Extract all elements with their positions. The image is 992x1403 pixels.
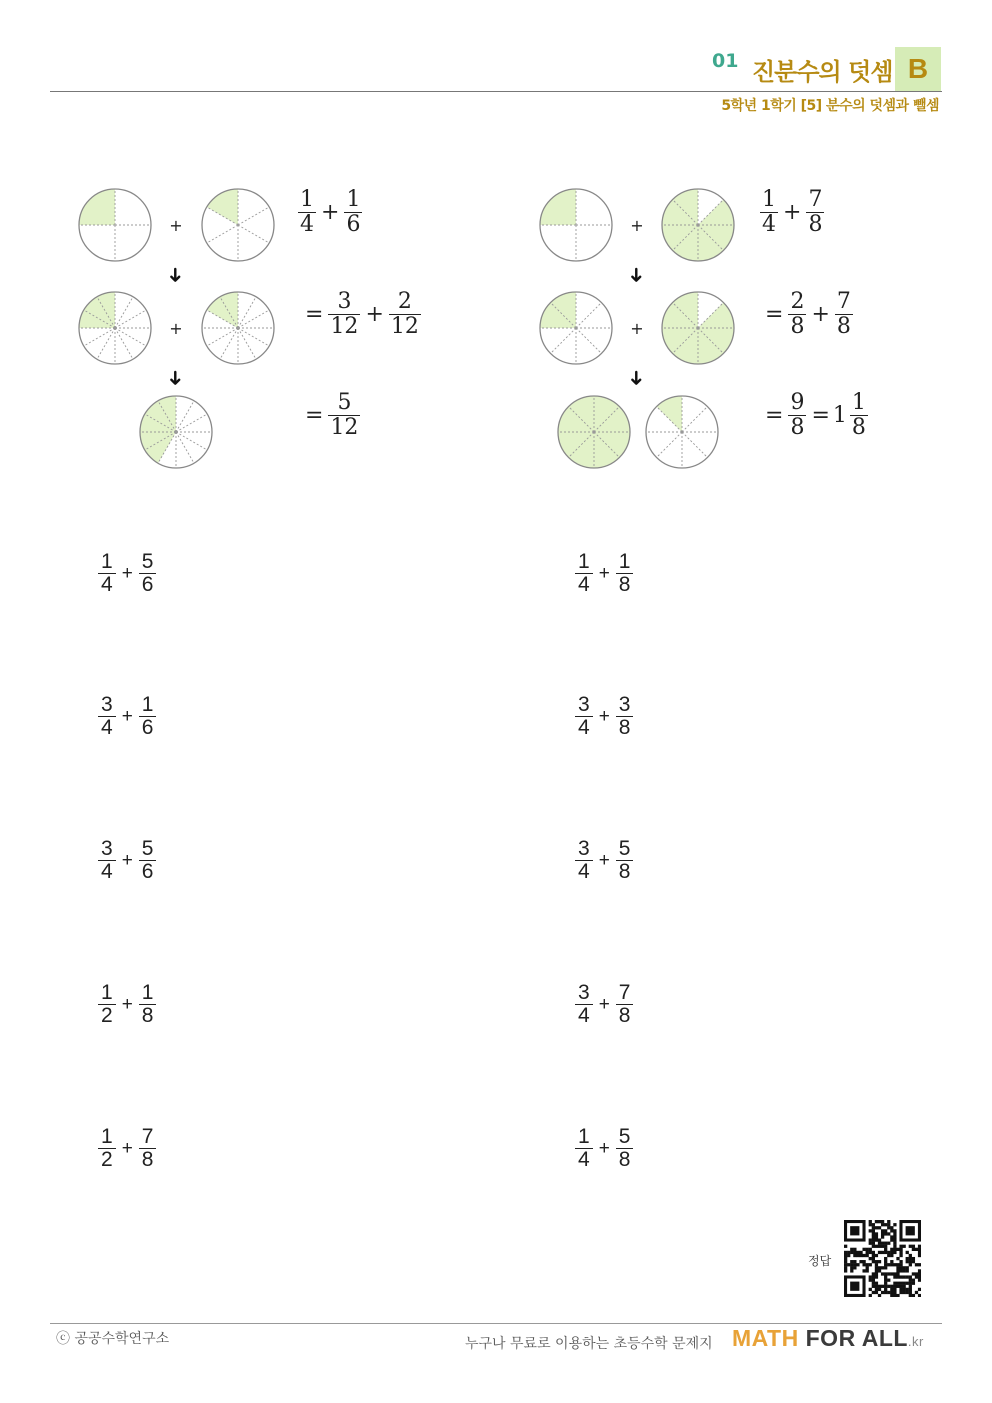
numerator: 1: [141, 693, 154, 716]
fraction: [850, 391, 868, 440]
pie-eighths-1: [646, 396, 718, 468]
operator: +: [121, 705, 133, 727]
denominator: 8: [851, 415, 866, 440]
exercise-right-3: [575, 838, 633, 883]
fraction: [788, 290, 806, 339]
denominator: 8: [616, 1004, 634, 1027]
denominator: 8: [616, 860, 634, 883]
denominator: 12: [390, 314, 419, 339]
fraction: [616, 982, 634, 1027]
numerator: 7: [808, 187, 823, 212]
exercise-left-5: [98, 1126, 156, 1171]
pie-sixth: [202, 189, 274, 261]
denominator: 4: [300, 212, 314, 237]
pie-eighths-8: [558, 396, 630, 468]
numerator: 5: [618, 1125, 631, 1148]
fraction: [760, 188, 778, 237]
numerator: 9: [790, 390, 805, 415]
pie-twelfths-3: [79, 292, 151, 364]
pie-eighths-7: [662, 292, 734, 364]
whole-number: 1: [832, 403, 847, 428]
numerator: 1: [141, 981, 154, 1004]
pie-quarter: [540, 189, 612, 261]
denominator: 8: [836, 314, 851, 339]
numerator: 3: [578, 837, 590, 860]
pie-eighths-7: [662, 189, 734, 261]
denominator: 4: [98, 716, 116, 739]
operator: +: [321, 200, 340, 225]
example2-step3: [762, 391, 870, 440]
numerator: 5: [141, 550, 154, 573]
operator: +: [121, 562, 133, 584]
denominator: 12: [330, 314, 359, 339]
denominator: 4: [98, 573, 116, 596]
numerator: 3: [337, 289, 352, 314]
down-arrow-icon: ➜: [625, 369, 649, 387]
logo-kr: .kr: [907, 1334, 924, 1349]
fraction: [788, 391, 806, 440]
example1-step2: [302, 290, 423, 339]
page-subtitle: 5학년 1학기 [5] 분수의 덧셈과 뺄셈: [721, 98, 939, 114]
plus-sign: +: [630, 216, 644, 235]
numerator: 7: [836, 289, 851, 314]
exercise-right-5: [575, 1126, 633, 1171]
operator: +: [121, 1137, 133, 1159]
numerator: 3: [578, 693, 590, 716]
fraction: [575, 982, 593, 1027]
fraction: [298, 188, 316, 237]
example1-step1: [296, 188, 364, 237]
fraction: [98, 982, 116, 1027]
operator: +: [121, 849, 133, 871]
denominator: 4: [575, 860, 593, 883]
numerator: 5: [618, 837, 631, 860]
denominator: 4: [575, 1004, 593, 1027]
logo-math: MATH: [732, 1325, 799, 1351]
operator: +: [598, 993, 610, 1015]
denominator: 8: [616, 716, 634, 739]
fraction: [328, 391, 360, 440]
numerator: 2: [790, 289, 805, 314]
exercise-left-2: [98, 694, 156, 739]
denominator: 12: [330, 415, 359, 440]
exercise-right-1: [575, 551, 633, 596]
numerator: 1: [346, 187, 361, 212]
example2-step2: [762, 290, 855, 339]
fraction: [616, 1126, 634, 1171]
denominator: 4: [98, 860, 116, 883]
equals-sign: =: [305, 302, 324, 327]
fraction: [98, 694, 116, 739]
numerator: 1: [300, 187, 314, 212]
numerator: 5: [337, 390, 352, 415]
numerator: 1: [851, 390, 866, 415]
down-arrow-icon: ➜: [164, 369, 188, 387]
copyright: ⓒ 공공수학연구소: [56, 1331, 170, 1347]
denominator: 8: [616, 1148, 634, 1171]
site-logo[interactable]: [732, 1325, 924, 1352]
fraction: [344, 188, 362, 237]
exercise-left-4: [98, 982, 156, 1027]
level-badge: B: [895, 47, 941, 91]
denominator: 4: [575, 1148, 593, 1171]
denominator: 8: [616, 573, 634, 596]
denominator: 4: [575, 573, 593, 596]
operator: +: [365, 302, 384, 327]
fraction: [139, 551, 157, 596]
numerator: 3: [618, 693, 631, 716]
exercise-right-2: [575, 694, 633, 739]
equals-sign: =: [765, 403, 784, 428]
denominator: 4: [575, 716, 593, 739]
pie-twelfths-2: [202, 292, 274, 364]
numerator: 1: [578, 1125, 590, 1148]
fraction: [616, 838, 634, 883]
fraction: [806, 188, 824, 237]
numerator: 1: [762, 187, 776, 212]
fraction: [139, 982, 157, 1027]
fraction: [139, 694, 157, 739]
fraction: [835, 290, 853, 339]
denominator: 8: [139, 1148, 157, 1171]
fraction: [575, 1126, 593, 1171]
exercise-left-3: [98, 838, 156, 883]
denominator: 2: [98, 1004, 116, 1027]
footer-divider: [50, 1323, 942, 1324]
operator: +: [121, 993, 133, 1015]
answer-qr-code-icon[interactable]: [844, 1220, 921, 1297]
operator: +: [811, 302, 830, 327]
numerator: 1: [101, 981, 113, 1004]
footer-slogan: 누구나 무료로 이용하는 초등수학 문제지: [465, 1336, 713, 1352]
fraction: [98, 1126, 116, 1171]
logo-for-all: FOR ALL: [805, 1325, 908, 1351]
plus-sign: +: [169, 319, 183, 338]
page-title: 진분수의 덧셈: [752, 58, 893, 86]
numerator: 2: [397, 289, 412, 314]
header-divider: [50, 91, 942, 92]
denominator: 6: [139, 573, 157, 596]
numerator: 3: [101, 693, 113, 716]
plus-sign: +: [169, 216, 183, 235]
unit-number: 01: [712, 50, 739, 72]
fraction: [575, 838, 593, 883]
down-arrow-icon: ➜: [164, 266, 188, 284]
denominator: 8: [790, 415, 805, 440]
denominator: 6: [139, 860, 157, 883]
answer-label: 정답: [808, 1254, 832, 1268]
numerator: 7: [618, 981, 631, 1004]
denominator: 8: [790, 314, 805, 339]
numerator: 1: [578, 550, 590, 573]
example2-step1: [758, 188, 826, 237]
operator: +: [783, 200, 802, 225]
operator: +: [598, 1137, 610, 1159]
equals-sign: =: [811, 403, 830, 428]
fraction: [328, 290, 360, 339]
denominator: 6: [139, 716, 157, 739]
pie-quarter: [79, 189, 151, 261]
denominator: 8: [808, 212, 823, 237]
fraction: [616, 694, 634, 739]
denominator: 6: [346, 212, 361, 237]
fraction: [139, 838, 157, 883]
operator: +: [598, 705, 610, 727]
fraction: [139, 1126, 157, 1171]
denominator: 8: [139, 1004, 157, 1027]
exercise-left-1: [98, 551, 156, 596]
fraction: [616, 551, 634, 596]
denominator: 4: [762, 212, 776, 237]
numerator: 5: [141, 837, 154, 860]
numerator: 3: [578, 981, 590, 1004]
fraction: [575, 694, 593, 739]
fraction: [575, 551, 593, 596]
numerator: 1: [618, 550, 631, 573]
exercise-right-4: [575, 982, 633, 1027]
numerator: 1: [101, 550, 113, 573]
pie-twelfths-5: [140, 396, 212, 468]
numerator: 3: [101, 837, 113, 860]
denominator: 2: [98, 1148, 116, 1171]
operator: +: [598, 849, 610, 871]
fraction: [98, 551, 116, 596]
operator: +: [598, 562, 610, 584]
equals-sign: =: [765, 302, 784, 327]
numerator: 1: [101, 1125, 113, 1148]
example1-step3: [302, 391, 362, 440]
plus-sign: +: [630, 319, 644, 338]
pie-eighths-2: [540, 292, 612, 364]
down-arrow-icon: ➜: [625, 266, 649, 284]
fraction: [389, 290, 421, 339]
fraction: [98, 838, 116, 883]
numerator: 7: [141, 1125, 154, 1148]
equals-sign: =: [305, 403, 324, 428]
